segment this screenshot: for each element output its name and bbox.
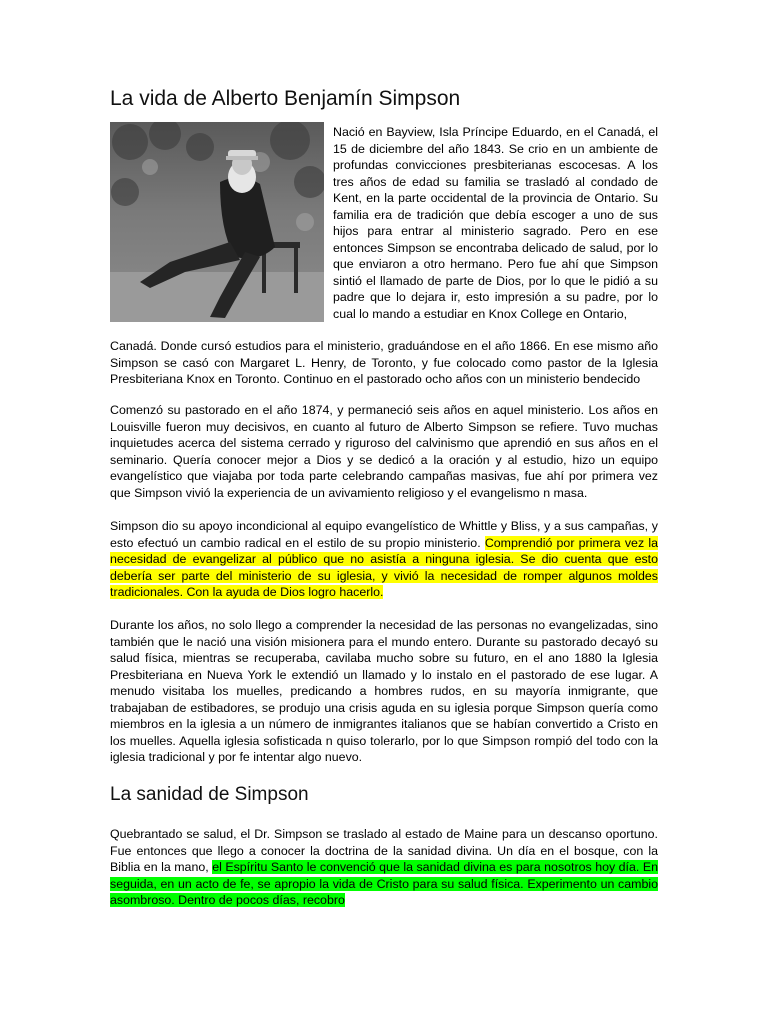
paragraph-healing xyxy=(110,826,658,909)
highlighted-text-yellow: Comprendió por primera vez la necesidad de evangelizar al público que no asistía a ninguna iglesia. Se dio cuenta que esto debería ser parte del ministerio de su iglesia, y vivió la necesidad de romper algunos moldes tradicionales. Con la ayuda de Dios logro hacerlo. xyxy=(110,535,658,599)
paragraph-mission: Durante los años, no solo llego a comprender la necesidad de las personas no evangelizadas, sino también que le nació una visión misionera para el mundo entero. Durante su pastorado decayó su salud física, mientras se recuperaba, cavilaba mucho sobre su futuro, en el ano 1880 la Iglesia Presbiteriana en Nueva York le extendió un llamado y lo instalo en el pastorado de ese lugar. A menudo visitaba los muelles, predicando a hombres rudos, en su mayoría inmigrante, que trabajaban de estibadores, se produjo una crisis aguda en su iglesia porque Simpson quería como miembros en la iglesia a un número de inmigrantes italianos que se habían convertido a Cristo en los muelles. Aquella iglesia sofisticada n quiso tolerarlo, por lo que Simpson rompió del todo con la iglesia tradicional y por fe intentar algo nuevo. xyxy=(110,618,658,764)
paragraph-evangelism-text: Simpson dio su apoyo incondicional al equipo evangelístico de Whittle y Bliss, y a sus campañas, y esto efectuó un cambio radical en el estilo de su propio ministerio. xyxy=(110,519,658,550)
paragraph-intro: Nació en Bayview, Isla Príncipe Eduardo, en el Canadá, el 15 de diciembre del año 1843. Se crio en un ambiente de profundas convicciones presbiterianas escocesas. A los tres años de edad su familia se trasladó al condado de Kent, en la parte occidental de la provincia de Ontario. Su familia era de tradición que debía escoger a uno de sus hijos para entrar al ministerio sagrado. Pero en ese entonces Simpson se encontraba delicado de salud, por lo que enviaron a otro hermano. Pero fue ahí que Simpson sintió el llamado de parte de Dios, por lo que le pidió a su padre que lo dejara ir, esto impresión a su padre, por lo cual lo mando a estudiar en Knox College en Ontario, xyxy=(333,125,658,321)
paragraph-evangelism xyxy=(110,518,658,601)
highlighted-text-green: el Espíritu Santo le convenció que la sanidad divina es para nosotros hoy día. En seguida, en un acto de fe, se apropio la vida de Cristo para su salud física. Experimento un cambio asombroso. Dentro de pocos días, recobro xyxy=(110,860,658,907)
section-heading: La sanidad de Simpson xyxy=(110,784,309,805)
paragraph-pastorate: Comenzó su pastorado en el año 1874, y permaneció seis años en aquel ministerio. Los años en Louisville fueron muy decisivos, en cuanto al futuro de Alberto Simpson se refiere. Tuvo muchas inquietudes acerca del sistema cerrado y riguroso del calvinismo que aprendió en sus años en el seminario. Quería conocer mejor a Dios y se dedicó a la oración y al estudio, hizo un equipo evangelístico que viajaba por toda parte celebrando campañas masivas, fue ahí por primera vez que Simpson vivió la experiencia de un avivamiento religioso y el evangelismo n masa. xyxy=(110,403,658,500)
paragraph-healing-text: Quebrantado se salud, el Dr. Simpson se traslado al estado de Maine para un descanso oportuno. Fue entonces que llego a conocer la doctrina de la sanidad divina. Un día en el bosque, con la Biblia en la mano, xyxy=(110,827,658,874)
paragraph-intro-continued: Canadá. Donde cursó estudios para el ministerio, graduándose en el año 1866. En ese mismo año Simpson se casó con Margaret L. Henry, de Toronto, y fue colocado como pastor de la Iglesia Presbiteriana Knox en Toronto. Continuo en el pastorado ocho años con un ministerio bendecido xyxy=(110,339,658,386)
page-title: La vida de Alberto Benjamín Simpson xyxy=(110,87,461,110)
portrait-photo xyxy=(110,122,324,322)
